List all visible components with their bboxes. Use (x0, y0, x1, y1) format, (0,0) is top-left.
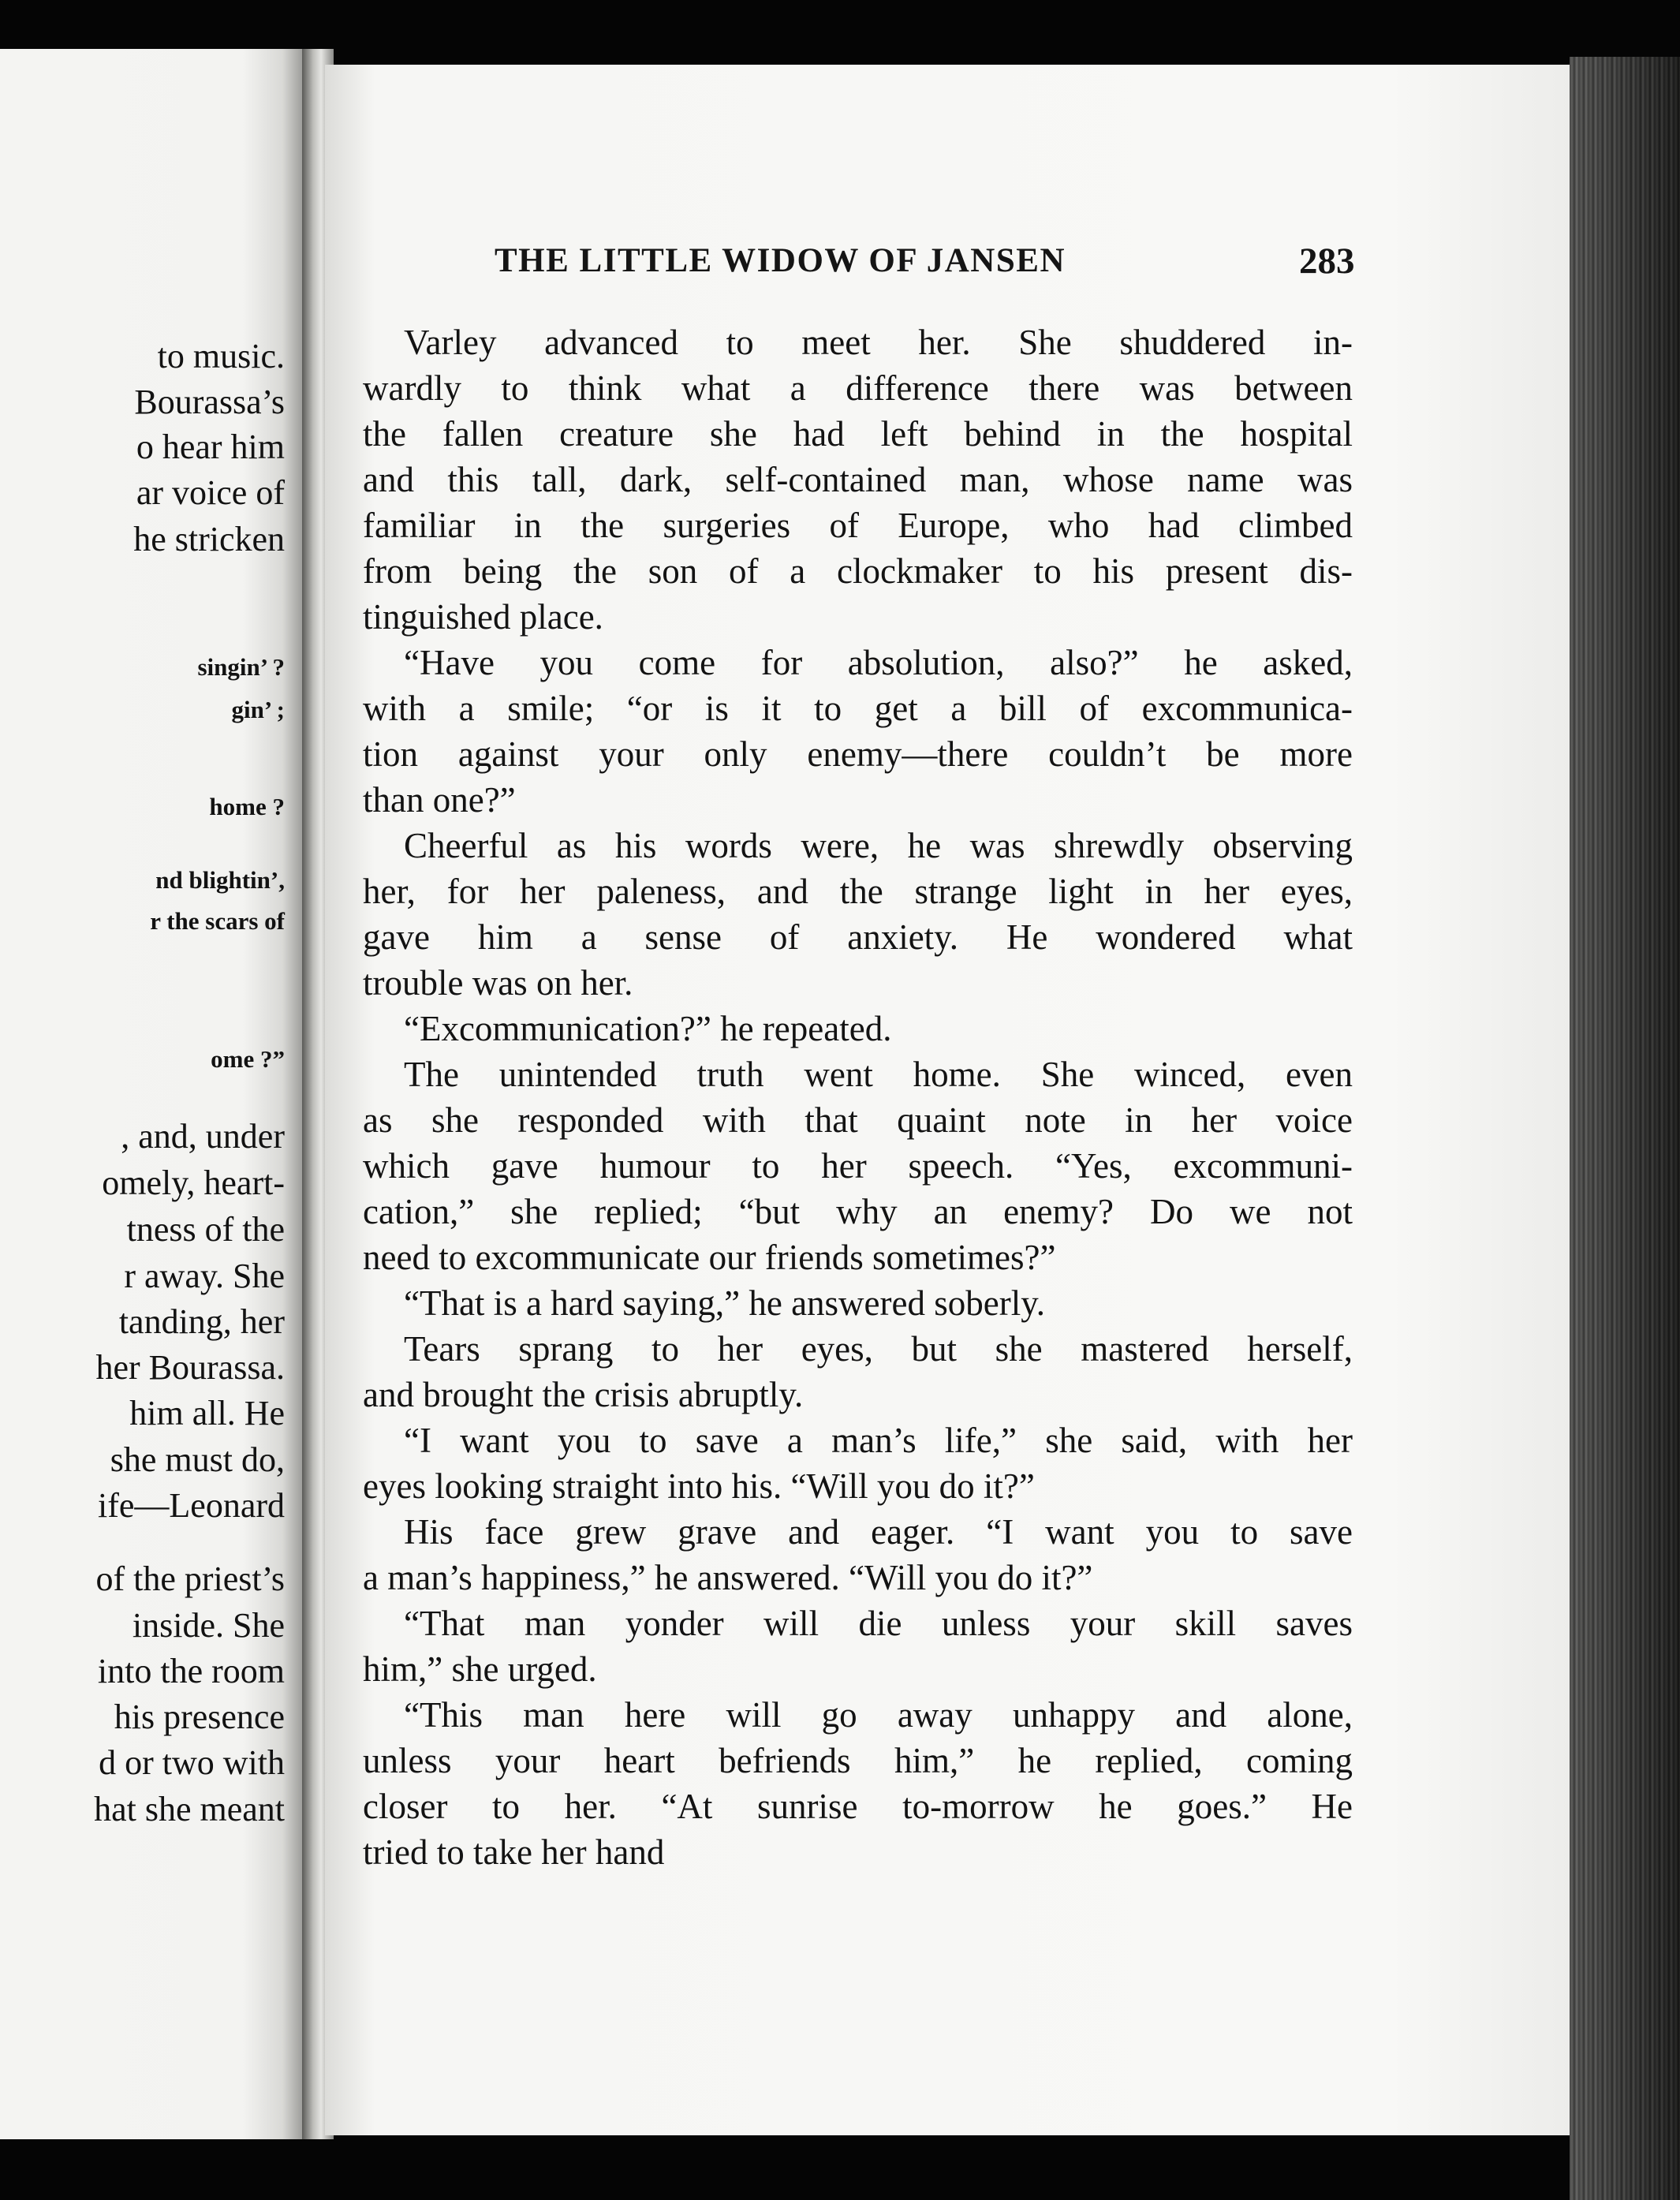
left-verse-line: ome ?” (211, 1045, 285, 1073)
text-line: trouble was on her. (363, 963, 633, 1003)
left-verse-line: home ? (209, 793, 285, 820)
page-number: 283 (1299, 241, 1355, 282)
text-line: need to excommunicate our friends sometimes?” (363, 1238, 1056, 1277)
text-line: gave him a sense of anxiety. He wondered what (363, 917, 1353, 957)
left-text-line: tanding, her (118, 1302, 285, 1341)
left-text-line: into the room (97, 1652, 285, 1690)
left-text-line: tness of the (126, 1210, 285, 1249)
text-line: from being the son of a clockmaker to his present dis- (363, 551, 1353, 591)
text-line: “I want you to save a man’s life,” she said, with her (404, 1421, 1353, 1460)
text-line: closer to her. “At sunrise to-morrow he goes.” He (363, 1787, 1353, 1826)
text-line: a man’s happiness,” he answered. “Will you do it?” (363, 1558, 1093, 1597)
left-text-line: inside. She (132, 1606, 285, 1645)
left-page (0, 49, 304, 2139)
text-line: which gave humour to her speech. “Yes, excommuni- (363, 1146, 1353, 1186)
text-line: the fallen creature she had left behind in the hospital (363, 414, 1353, 454)
text-line: “That man yonder will die unless your skill saves (404, 1604, 1353, 1643)
left-verse-line: singin’ ? (197, 653, 285, 681)
left-text-line: of the priest’s (95, 1559, 285, 1598)
text-line: eyes looking straight into his. “Will you do it?” (363, 1466, 1035, 1506)
page-fore-edge (1570, 57, 1680, 2200)
left-text-line: hat she meant (94, 1790, 285, 1828)
text-line: wardly to think what a difference there was between (363, 368, 1353, 408)
running-head: THE LITTLE WIDOW OF JANSEN (495, 242, 1066, 279)
left-verse-line: gin’ ; (231, 696, 285, 723)
text-line: “Excommunication?” he repeated. (404, 1009, 892, 1048)
text-line: her, for her paleness, and the strange light in her eyes, (363, 872, 1353, 911)
text-line: tion against your only enemy—there couldn’t be more (363, 734, 1353, 774)
right-page (325, 65, 1575, 2135)
text-line: with a smile; “or is it to get a bill of excommunica- (363, 689, 1353, 728)
left-text-line: o hear him (136, 428, 285, 466)
left-text-line: , and, under (121, 1117, 285, 1156)
text-line: unless your heart befriends him,” he replied, coming (363, 1741, 1353, 1780)
text-line: familiar in the surgeries of Europe, who had climbed (363, 506, 1353, 545)
left-text-line: he stricken (133, 520, 285, 558)
left-text-line: d or two with (99, 1743, 285, 1782)
text-line: cation,” she replied; “but why an enemy? Do we not (363, 1192, 1353, 1231)
text-line: “Have you come for absolution, also?” he asked, (404, 643, 1353, 682)
left-verse-line: r the scars of (150, 907, 285, 935)
left-text-line: his presence (114, 1698, 285, 1736)
left-text-line: Bourassa’s (134, 383, 285, 421)
left-text-line: ife—Leonard (98, 1486, 285, 1525)
text-line: and brought the crisis abruptly. (363, 1375, 804, 1414)
left-text-line: she must do, (110, 1440, 285, 1479)
text-line: “This man here will go away unhappy and alone, (404, 1695, 1353, 1735)
text-line: and this tall, dark, self-contained man, whose name was (363, 460, 1353, 499)
text-line: than one?” (363, 780, 516, 820)
text-line: Cheerful as his words were, he was shrewdly observing (404, 826, 1353, 865)
left-text-line: ar voice of (136, 473, 285, 512)
text-line: Varley advanced to meet her. She shuddered in- (404, 323, 1353, 362)
text-line: him,” she urged. (363, 1649, 597, 1689)
text-line: The unintended truth went home. She winced, even (404, 1055, 1353, 1094)
text-line: “That is a hard saying,” he answered soberly. (404, 1283, 1046, 1323)
left-text-line: to music. (157, 337, 285, 375)
text-line: as she responded with that quaint note in her voice (363, 1100, 1353, 1140)
left-text-line: omely, heart- (102, 1163, 285, 1202)
text-line: Tears sprang to her eyes, but she mastered herself, (404, 1329, 1353, 1369)
left-text-line: her Bourassa. (95, 1348, 285, 1387)
text-line: tried to take her hand (363, 1832, 665, 1872)
left-text-line: r away. She (124, 1257, 285, 1295)
text-line: His face grew grave and eager. “I want you to save (404, 1512, 1353, 1552)
text-line: tinguished place. (363, 597, 603, 637)
left-verse-line: nd blightin’, (155, 866, 285, 894)
left-text-line: him all. He (129, 1394, 285, 1432)
